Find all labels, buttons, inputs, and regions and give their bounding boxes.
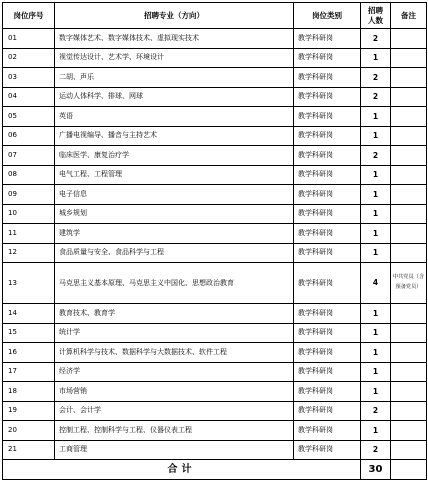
table-row bbox=[3, 243, 427, 263]
table-row bbox=[3, 87, 427, 107]
total-label: 合计 bbox=[3, 460, 361, 480]
note-cell bbox=[391, 304, 427, 324]
category-cell: 教学科研岗 bbox=[294, 243, 361, 263]
position-no-cell: 10 bbox=[3, 204, 55, 224]
major-cell: 数字媒体艺术、数字媒体技术、虚拟现实技术 bbox=[55, 29, 294, 49]
note-cell bbox=[391, 323, 427, 343]
count-cell: 1 bbox=[361, 323, 391, 343]
position-no-cell: 19 bbox=[3, 401, 55, 421]
major-cell: 经济学 bbox=[55, 362, 294, 382]
count-cell: 2 bbox=[361, 29, 391, 49]
position-no-cell: 07 bbox=[3, 146, 55, 166]
category-cell: 教学科研岗 bbox=[294, 107, 361, 127]
note-cell bbox=[391, 87, 427, 107]
count-cell: 1 bbox=[361, 185, 391, 205]
major-cell: 广播电视编导、播音与主持艺术 bbox=[55, 126, 294, 146]
major-cell: 电气工程、工程管理 bbox=[55, 165, 294, 185]
header-note: 备注 bbox=[391, 3, 427, 29]
major-cell: 电子信息 bbox=[55, 185, 294, 205]
recruitment-table bbox=[2, 2, 427, 480]
count-cell: 1 bbox=[361, 362, 391, 382]
note-cell bbox=[391, 68, 427, 88]
count-cell: 1 bbox=[361, 243, 391, 263]
count-cell: 1 bbox=[361, 107, 391, 127]
table-row bbox=[3, 224, 427, 244]
category-cell: 教学科研岗 bbox=[294, 224, 361, 244]
note-cell bbox=[391, 362, 427, 382]
header-major: 招聘专业（方向） bbox=[55, 3, 294, 29]
category-cell: 教学科研岗 bbox=[294, 343, 361, 363]
header-position-no: 岗位序号 bbox=[3, 3, 55, 29]
category-cell: 教学科研岗 bbox=[294, 68, 361, 88]
count-cell: 1 bbox=[361, 126, 391, 146]
note-cell bbox=[391, 48, 427, 68]
position-no-cell: 18 bbox=[3, 382, 55, 402]
count-cell: 2 bbox=[361, 68, 391, 88]
count-cell: 1 bbox=[361, 48, 391, 68]
major-cell: 教育技术、教育学 bbox=[55, 304, 294, 324]
count-cell: 1 bbox=[361, 224, 391, 244]
table-row bbox=[3, 440, 427, 460]
table-row bbox=[3, 185, 427, 205]
position-no-cell: 11 bbox=[3, 224, 55, 244]
count-cell: 2 bbox=[361, 146, 391, 166]
category-cell: 教学科研岗 bbox=[294, 87, 361, 107]
position-no-cell: 02 bbox=[3, 48, 55, 68]
major-cell: 运动人体科学、排球、网球 bbox=[55, 87, 294, 107]
major-cell: 统计学 bbox=[55, 323, 294, 343]
table-row bbox=[3, 343, 427, 363]
note-cell bbox=[391, 204, 427, 224]
total-row bbox=[3, 460, 427, 480]
header-count-line2: 人数 bbox=[368, 15, 383, 25]
position-no-cell: 20 bbox=[3, 421, 55, 441]
major-cell: 英语 bbox=[55, 107, 294, 127]
header-count bbox=[361, 3, 391, 29]
major-cell: 二胡、声乐 bbox=[55, 68, 294, 88]
note-cell bbox=[391, 243, 427, 263]
recruitment-table-container bbox=[2, 2, 427, 480]
count-cell: 1 bbox=[361, 421, 391, 441]
count-cell: 1 bbox=[361, 304, 391, 324]
table-row bbox=[3, 165, 427, 185]
table-row bbox=[3, 29, 427, 49]
count-cell: 2 bbox=[361, 440, 391, 460]
table-row bbox=[3, 263, 427, 304]
table-row bbox=[3, 362, 427, 382]
major-cell: 计算机科学与技术、数据科学与大数据技术、软件工程 bbox=[55, 343, 294, 363]
category-cell: 教学科研岗 bbox=[294, 401, 361, 421]
note-cell bbox=[391, 440, 427, 460]
note-cell bbox=[391, 421, 427, 441]
category-cell: 教学科研岗 bbox=[294, 204, 361, 224]
table-row bbox=[3, 107, 427, 127]
category-cell: 教学科研岗 bbox=[294, 382, 361, 402]
position-no-cell: 12 bbox=[3, 243, 55, 263]
total-count: 30 bbox=[361, 460, 391, 480]
count-cell: 1 bbox=[361, 343, 391, 363]
position-no-cell: 14 bbox=[3, 304, 55, 324]
note-cell bbox=[391, 382, 427, 402]
category-cell: 教学科研岗 bbox=[294, 362, 361, 382]
category-cell: 教学科研岗 bbox=[294, 421, 361, 441]
major-cell: 市场营销 bbox=[55, 382, 294, 402]
table-row bbox=[3, 48, 427, 68]
category-cell: 教学科研岗 bbox=[294, 165, 361, 185]
major-cell: 视觉传达设计、艺术学、环境设计 bbox=[55, 48, 294, 68]
table-row bbox=[3, 323, 427, 343]
major-cell: 建筑学 bbox=[55, 224, 294, 244]
category-cell: 教学科研岗 bbox=[294, 263, 361, 304]
table-header-row bbox=[3, 3, 427, 29]
category-cell: 教学科研岗 bbox=[294, 185, 361, 205]
table-row bbox=[3, 146, 427, 166]
table-body bbox=[3, 29, 427, 460]
category-cell: 教学科研岗 bbox=[294, 323, 361, 343]
major-cell: 临床医学、康复治疗学 bbox=[55, 146, 294, 166]
note-cell bbox=[391, 224, 427, 244]
position-no-cell: 17 bbox=[3, 362, 55, 382]
category-cell: 教学科研岗 bbox=[294, 126, 361, 146]
note-cell bbox=[391, 401, 427, 421]
table-row bbox=[3, 401, 427, 421]
note-cell bbox=[391, 126, 427, 146]
count-cell: 4 bbox=[361, 263, 391, 304]
category-cell: 教学科研岗 bbox=[294, 48, 361, 68]
position-no-cell: 05 bbox=[3, 107, 55, 127]
note-cell bbox=[391, 185, 427, 205]
position-no-cell: 21 bbox=[3, 440, 55, 460]
table-row bbox=[3, 304, 427, 324]
category-cell: 教学科研岗 bbox=[294, 146, 361, 166]
header-count-line1: 招聘 bbox=[368, 5, 383, 15]
note-cell: 中共党员（含预备党员） bbox=[391, 263, 427, 304]
count-cell: 2 bbox=[361, 87, 391, 107]
count-cell: 1 bbox=[361, 204, 391, 224]
position-no-cell: 09 bbox=[3, 185, 55, 205]
table-row bbox=[3, 126, 427, 146]
note-cell bbox=[391, 343, 427, 363]
major-cell: 马克思主义基本原理、马克思主义中国化、思想政治教育 bbox=[55, 263, 294, 304]
position-no-cell: 13 bbox=[3, 263, 55, 304]
note-cell bbox=[391, 29, 427, 49]
major-cell: 会计、会计学 bbox=[55, 401, 294, 421]
table-row bbox=[3, 382, 427, 402]
major-cell: 工商管理 bbox=[55, 440, 294, 460]
position-no-cell: 15 bbox=[3, 323, 55, 343]
note-cell bbox=[391, 146, 427, 166]
category-cell: 教学科研岗 bbox=[294, 440, 361, 460]
major-cell: 控制工程、控制科学与工程、仪器仪表工程 bbox=[55, 421, 294, 441]
category-cell: 教学科研岗 bbox=[294, 304, 361, 324]
position-no-cell: 16 bbox=[3, 343, 55, 363]
position-no-cell: 04 bbox=[3, 87, 55, 107]
note-cell bbox=[391, 107, 427, 127]
count-cell: 1 bbox=[361, 165, 391, 185]
note-cell bbox=[391, 165, 427, 185]
major-cell: 食品质量与安全、食品科学与工程 bbox=[55, 243, 294, 263]
position-no-cell: 03 bbox=[3, 68, 55, 88]
count-cell: 1 bbox=[361, 382, 391, 402]
position-no-cell: 06 bbox=[3, 126, 55, 146]
table-row bbox=[3, 204, 427, 224]
table-row bbox=[3, 421, 427, 441]
position-no-cell: 01 bbox=[3, 29, 55, 49]
table-row bbox=[3, 68, 427, 88]
total-note-cell bbox=[391, 460, 427, 480]
header-category: 岗位类别 bbox=[294, 3, 361, 29]
position-no-cell: 08 bbox=[3, 165, 55, 185]
category-cell: 教学科研岗 bbox=[294, 29, 361, 49]
count-cell: 2 bbox=[361, 401, 391, 421]
major-cell: 城乡规划 bbox=[55, 204, 294, 224]
